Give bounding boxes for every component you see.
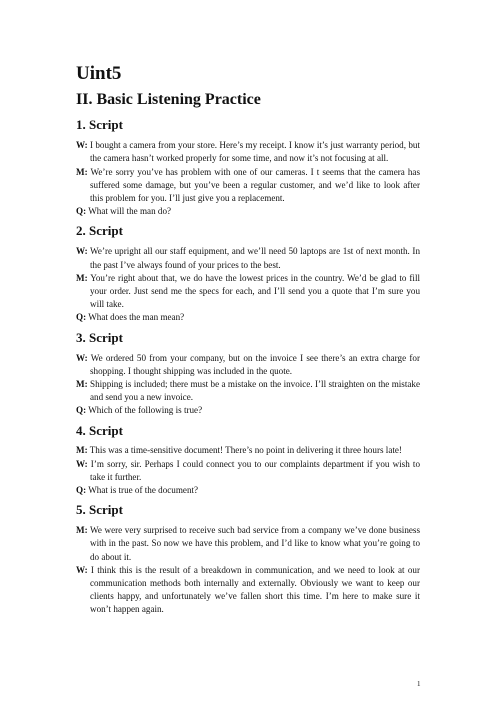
dialogue-text: We’re upright all our staff equipment, and we’ll need 50 laptops are 1st of next month. In the past I’ve always found of your prices to the best. [87, 246, 420, 270]
dialogue-text: Which of the following is true? [86, 405, 203, 416]
question-line [76, 404, 420, 417]
dialogue-text: What will the man do? [86, 206, 172, 217]
dialogue-text: I’m sorry, sir. Perhaps I could connect you to our complaints department if you wish to take it further. [87, 458, 420, 482]
dialogue-text: This was a time-sensitive document! There’s no point in delivering it three hours late! [87, 445, 402, 456]
script-section [76, 503, 420, 616]
dialogue-text: I think this is the result of a breakdown in communication, and we need to look at our communication methods both internally and externally. Obviously we want to keep our clients happy, and unfortunately we’ve fallen short this time. I’m here to make sure it won’t happen again. [87, 564, 420, 615]
script-section [76, 424, 420, 498]
speaker-label: M: [76, 378, 88, 389]
speaker-label: W: [76, 246, 88, 257]
dialogue-text: You’re right about that, we do have the lowest prices in the country. We’d be glad to fill your order. Just send me the specs for each, and I’ll send you a quote that I’m sure you will take. [87, 272, 420, 310]
section-title: II. Basic Listening Practice [76, 90, 261, 108]
speaker-label: Q: [76, 405, 87, 416]
question-line [76, 311, 420, 324]
speaker-label: Q: [76, 206, 87, 217]
speaker-label: Q: [76, 485, 87, 496]
dialogue-line [76, 245, 420, 271]
speaker-label: Q: [76, 312, 87, 323]
script-title: 1. Script [76, 117, 123, 133]
script-section [76, 118, 420, 218]
speaker-label: W: [76, 564, 88, 575]
dialogue-text: We ordered 50 from your company, but on the invoice I see there’s an extra charge for shopping. I thought shipping was included in the quote. [87, 352, 420, 376]
speaker-label: M: [76, 445, 88, 456]
script-title: 2. Script [76, 223, 123, 239]
script-section [76, 331, 420, 418]
page-number: 1 [417, 680, 421, 688]
speaker-label: M: [76, 525, 88, 536]
dialogue-line [76, 458, 420, 484]
script-title: 5. Script [76, 502, 123, 518]
dialogue-line [76, 564, 420, 617]
dialogue-text: We’re sorry you’ve has problem with one of our cameras. I t seems that the camera has suffered some damage, but you’ve been a regular customer, and we’d like to look after this problem for you. I’ll just give you a replacement. [87, 166, 420, 204]
dialogue-line [76, 444, 420, 457]
dialogue-text: What does the man mean? [86, 312, 185, 323]
speaker-label: W: [76, 458, 88, 469]
speaker-label: W: [76, 140, 88, 151]
speaker-label: M: [76, 272, 88, 283]
dialogue-text: Shipping is included; there must be a mistake on the invoice. I’ll straighten on the mistake and send you a new invoice. [87, 378, 420, 403]
page-content [76, 64, 420, 617]
dialogue-line [76, 139, 420, 165]
dialogue-line [76, 166, 420, 206]
script-title: 4. Script [76, 422, 123, 438]
dialogue-text: We were very surprised to receive such bad service from a company we’ve done business with in the past. So now we have this problem, and I’d like to know what you’re going to do about it. [87, 525, 420, 562]
dialogue-line [76, 272, 420, 312]
dialogue-text: I bought a camera from your store. Here’s my receipt. I know it’s just warranty period, but the camera hasn’t worked properly for some time, and now it’s not focusing at all. [87, 140, 420, 164]
question-line [76, 484, 420, 497]
dialogue-line [76, 378, 420, 404]
speaker-label: M: [76, 166, 88, 177]
speaker-label: W: [76, 352, 88, 363]
dialogue-line [76, 352, 420, 378]
dialogue-text: What is true of the document? [86, 485, 199, 496]
scripts-container [76, 118, 420, 616]
unit-title: Uint5 [76, 63, 122, 84]
dialogue-line [76, 524, 420, 564]
script-section [76, 224, 420, 324]
question-line [76, 205, 420, 218]
script-title: 3. Script [76, 329, 123, 345]
